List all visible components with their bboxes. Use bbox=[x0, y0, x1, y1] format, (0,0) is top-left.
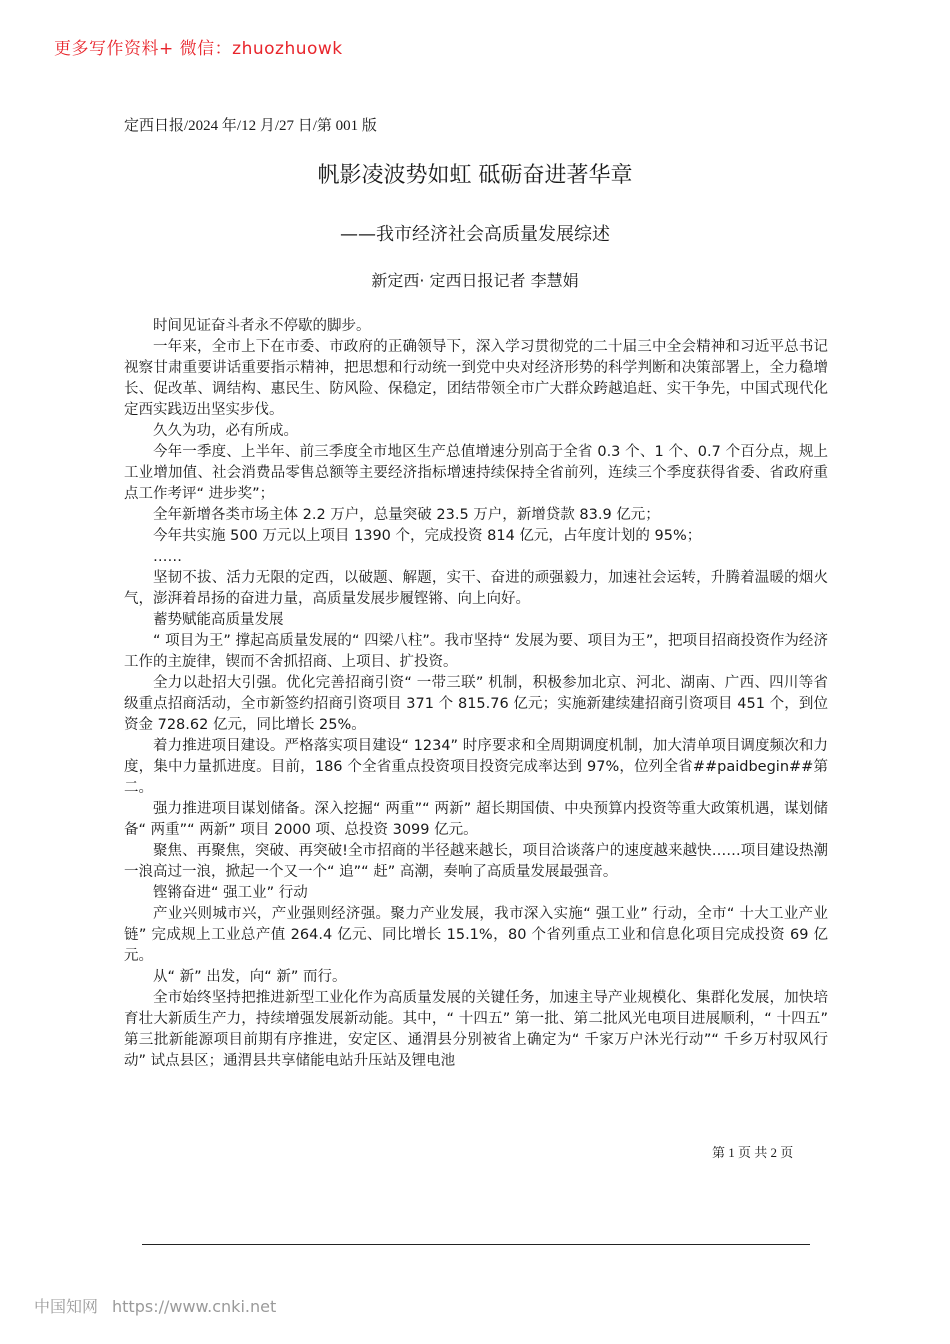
paragraph: 聚焦、再聚焦，突破、再突破!全市招商的半径越来越长，项目洽谈落户的速度越来越快……项目建设热潮一浪高过一浪，掀起一个又一个“ 追”“ 赶” 高潮，奏响了高质量发展最强音。 bbox=[124, 843, 828, 880]
paragraph: 坚韧不拔、活力无限的定西，以破题、解题，实干、奋进的顽强毅力，加速社会运转，升腾着温暖的烟火气，澎湃着昂扬的奋进力量，高质量发展步履铿锵、向上向好。 bbox=[124, 570, 828, 607]
paragraph: 一年来，全市上下在市委、市政府的正确领导下，深入学习贯彻党的二十届三中全会精神和习近平总书记视察甘肃重要讲话重要指示精神，把思想和行动统一到党中央对经济形势的科学判断和决策部署上，全力稳增长、促改革、调结构、惠民生、防风险、保稳定，团结带领全市广大群众跨越追赶、实干争先，中国式现代化定西实践迈出坚实步伐。 bbox=[124, 339, 828, 418]
paragraph: 今年共实施 500 万元以上项目 1390 个，完成投资 814 亿元，占年度计划的 95%； bbox=[153, 528, 702, 544]
paragraph: …… bbox=[153, 549, 182, 565]
watermark-logo: 中国知网 bbox=[34, 1297, 99, 1316]
promo-banner: 更多写作资料+ 微信：zhuozhuowk bbox=[54, 39, 343, 59]
paragraph: 产业兴则城市兴，产业强则经济强。聚力产业发展，我市深入实施“ 强工业” 行动，全市“ 十大工业产业链” 完成规上工业总产值 264.4 亿元、同比增长 15.1%，80 个省列重点工业和信息化项目完成投资 69 亿元。 bbox=[124, 906, 828, 964]
paragraph: 久久为功，必有所成。 bbox=[153, 423, 298, 439]
article-body bbox=[124, 316, 828, 1072]
section-heading: 铿锵奋进“ 强工业” 行动 bbox=[153, 885, 308, 901]
article-subtitle: ——我市经济社会高质量发展综述 bbox=[340, 224, 610, 245]
paragraph: 强力推进项目谋划储备。深入挖掘“ 两重”“ 两新” 超长期国债、中央预算内投资等重大政策机遇，谋划储备“ 两重”“ 两新” 项目 2000 项、总投资 3099 亿元。 bbox=[124, 801, 828, 838]
footer-divider bbox=[142, 1244, 810, 1245]
section-heading: 蓄势赋能高质量发展 bbox=[153, 612, 284, 628]
page-number: 第 1 页 共 2 页 bbox=[712, 1145, 794, 1160]
article-title: 帆影凌波势如虹 砥砺奋进著华章 bbox=[317, 163, 633, 188]
paragraph: 从“ 新” 出发，向“ 新” 而行。 bbox=[153, 969, 347, 985]
paragraph: 时间见证奋斗者永不停歇的脚步。 bbox=[153, 318, 371, 334]
paragraph: 全力以赴招大引强。优化完善招商引资“ 一带三联” 机制，积极参加北京、河北、湖南、广西、四川等省级重点招商活动，全市新签约招商引资项目 371 个 815.76 亿元；实施新建续建招商引资项目 451 个，到位资金 728.62 亿元，同比增长 25%。 bbox=[124, 675, 828, 733]
paragraph: “ 项目为王” 撑起高质量发展的“ 四梁八柱”。我市坚持“ 发展为要、项目为王”，把项目招商投资作为经济工作的主旋律，锲而不舍抓招商、上项目、扩投资。 bbox=[124, 633, 828, 670]
watermark-url: https://www.cnki.net bbox=[112, 1297, 277, 1316]
paragraph: 今年一季度、上半年、前三季度全市地区生产总值增速分别高于全省 0.3 个、1 个、0.7 个百分点，规上工业增加值、社会消费品零售总额等主要经济指标增速持续保持全省前列，连续三个季度获得省委、省政府重点工作考评“ 进步奖”； bbox=[124, 444, 828, 502]
paragraph: 全年新增各类市场主体 2.2 万户，总量突破 23.5 万户，新增贷款 83.9 亿元； bbox=[153, 507, 660, 523]
byline: 新定西· 定西日报记者 李慧娟 bbox=[371, 271, 579, 290]
paragraph: 全市始终坚持把推进新型工业化作为高质量发展的关键任务，加速主导产业规模化、集群化发展，加快培育壮大新质生产力，持续增强发展新动能。其中，“ 十四五” 第一批、第二批风光电项目进展顺利，“ 十四五” 第三批新能源项目前期有序推进，安定区、通渭县分别被省上确定为“ 千家万户沐光行动”“ 千乡万村驭风行动” 试点县区；通渭县共享储能电站升压站及锂电池 bbox=[124, 990, 828, 1069]
paragraph: 着力推进项目建设。严格落实项目建设“ 1234” 时序要求和全周期调度机制，加大清单项目调度频次和力度，集中力量抓进度。目前，186 个全省重点投资项目投资完成率达到 97%，位列全省##paidbegin##第二。 bbox=[124, 738, 828, 796]
source-line: 定西日报/2024 年/12 月/27 日/第 001 版 bbox=[124, 118, 377, 134]
watermark bbox=[34, 1294, 276, 1317]
